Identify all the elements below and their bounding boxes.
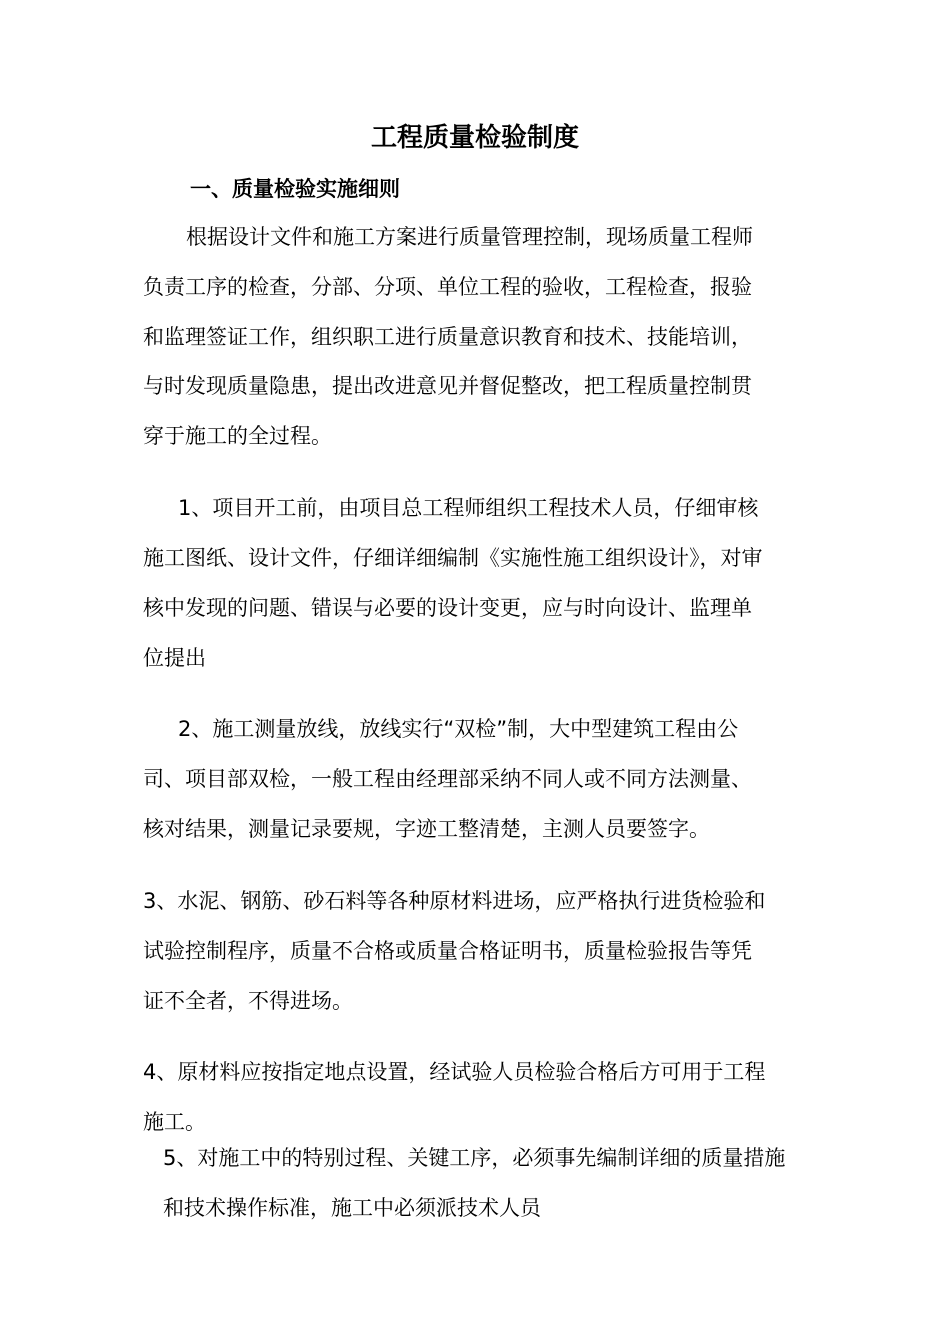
- paragraph-line: 2、施工测量放线，放线实行“双检”制，大中型建筑工程由公: [178, 717, 739, 741]
- paragraph-line: 1、项目开工前，由项目总工程师组织工程技术人员，仔细审核: [178, 496, 759, 520]
- paragraph-line: 根据设计文件和施工方案进行质量管理控制，现场质量工程师: [186, 225, 753, 249]
- section-heading: 一、质量检验实施细则: [190, 177, 400, 201]
- paragraph-line: 核中发现的问题、错误与必要的设计变更，应与时向设计、监理单: [143, 596, 752, 620]
- paragraph-line: 穿于施工的全过程。: [143, 424, 332, 448]
- paragraph-line: 和监理签证工作，组织职工进行质量意识教育和技术、技能培训，: [143, 325, 752, 349]
- document-title: 工程质量检验制度: [370, 123, 579, 153]
- paragraph-line: 负责工序的检查，分部、分项、单位工程的验收，工程检查，报验: [143, 275, 752, 299]
- paragraph-line: 试验控制程序，质量不合格或质量合格证明书，质量检验报告等凭: [143, 939, 752, 963]
- paragraph-line: 4、原材料应按指定地点设置，经试验人员检验合格后方可用于工程: [143, 1060, 766, 1084]
- paragraph-line: 5、对施工中的特别过程、关键工序，必须事先编制详细的质量措施: [163, 1146, 786, 1170]
- paragraph-line: 3、水泥、钢筋、砂石料等各种原材料进场，应严格执行进货检验和: [143, 889, 766, 913]
- paragraph-line: 司、项目部双检，一般工程由经理部采纳不同人或不同方法测量、: [143, 767, 752, 791]
- paragraph-line: 核对结果，测量记录要规，字迹工整清楚，主测人员要签字。: [143, 817, 710, 841]
- paragraph-line: 位提出: [143, 646, 206, 670]
- paragraph-line: 与时发现质量隐患，提出改进意见并督促整改，把工程质量控制贯: [143, 374, 752, 398]
- paragraph-line: 证不全者，不得进场。: [143, 989, 353, 1013]
- paragraph-line: 施工图纸、设计文件，仔细详细编制《实施性施工组织设计》，对审: [143, 546, 763, 570]
- paragraph-line: 和技术操作标准，施工中必须派技术人员: [163, 1196, 541, 1220]
- paragraph-line: 施工。: [143, 1110, 206, 1134]
